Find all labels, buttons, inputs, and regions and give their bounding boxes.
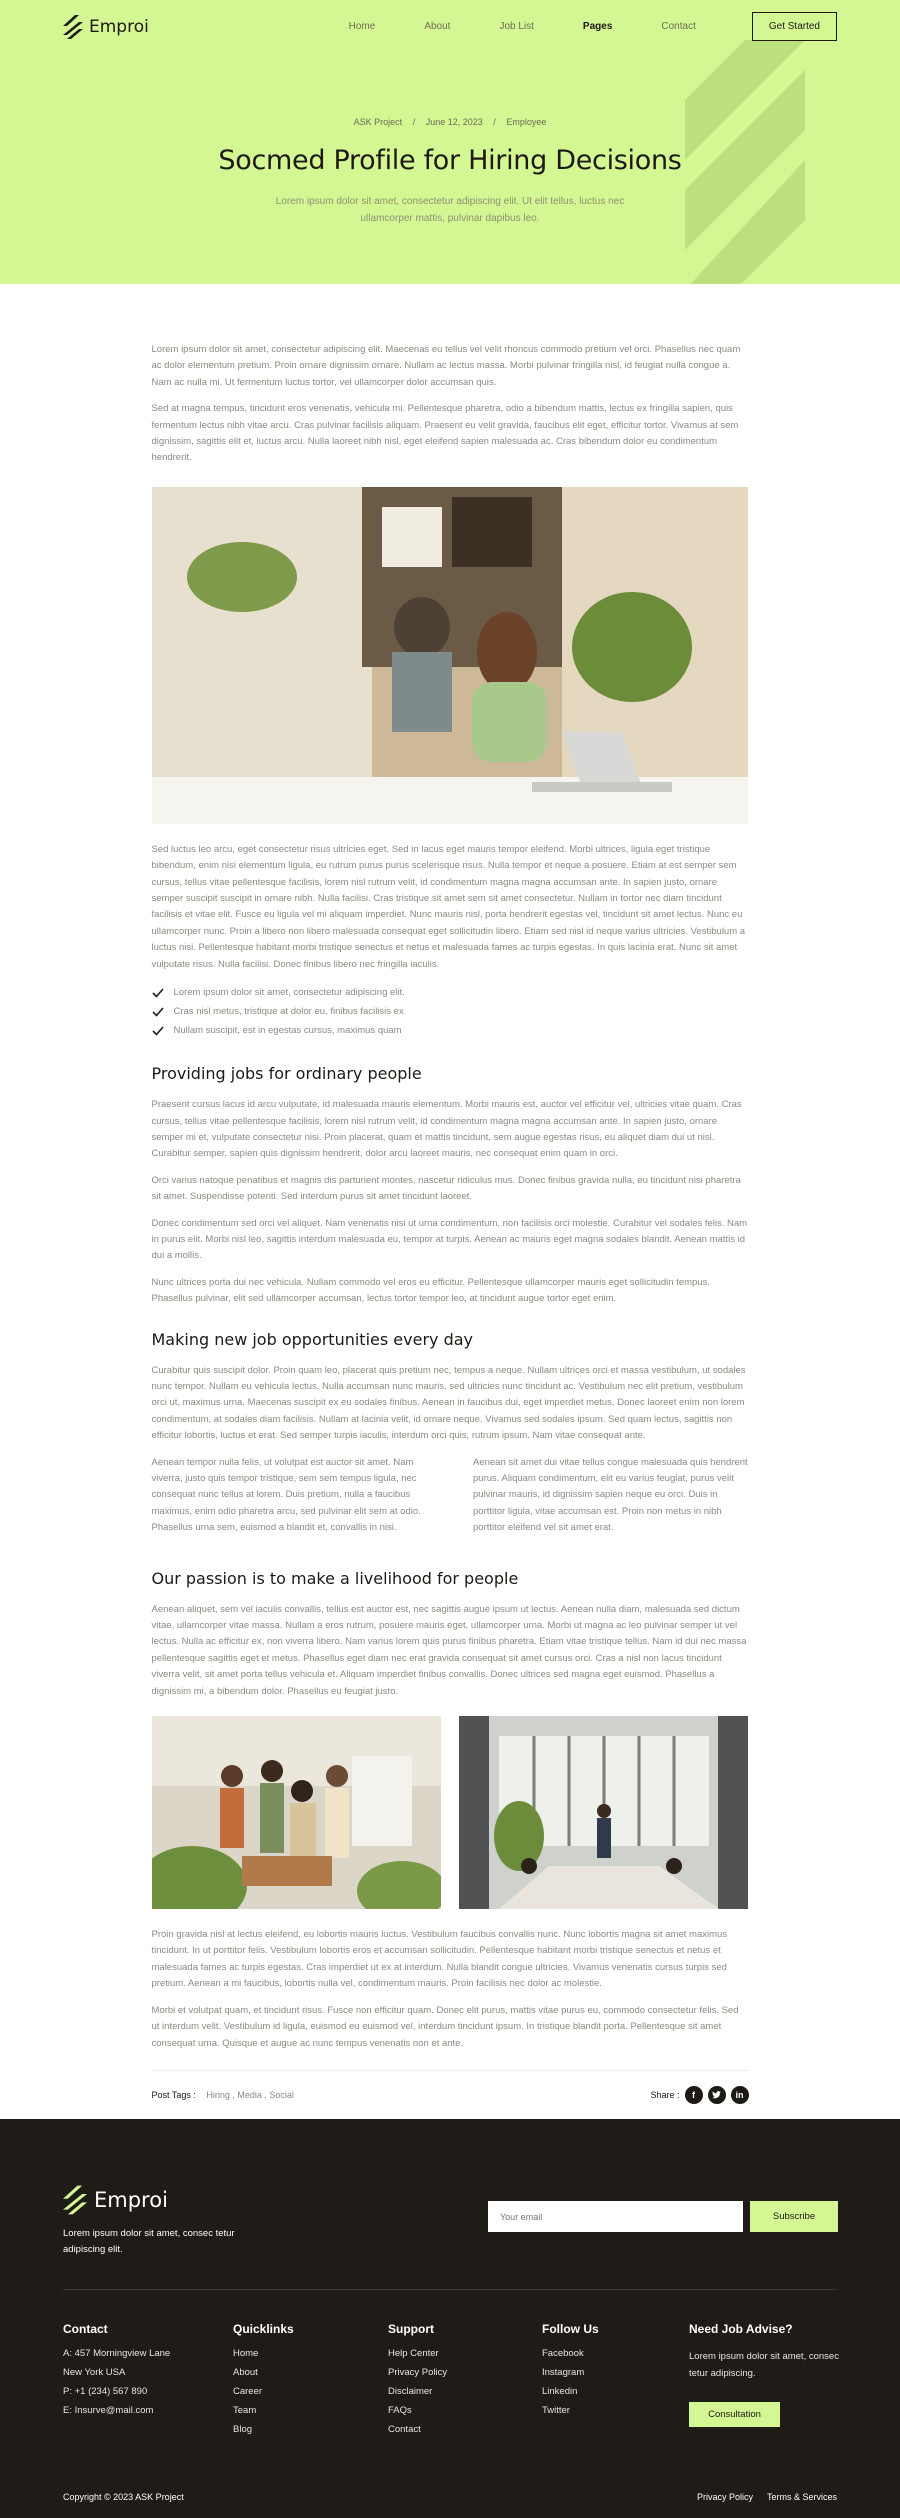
share-label: Share : — [650, 2089, 680, 2100]
paragraph: Nunc ultrices porta dui nec vehicula. Nullam commodo vel eros eu efficitur. Pellentesque ullamcorper mauris eget sollicitudin tempus. Phasellus pulvinar, elit sed ullamcorper accumsan, lectus tortor tempor leo, at tincidunt augue tortor eget enim. — [151, 1276, 710, 1305]
list-item-text: Lorem ipsum dolor sit amet, consectetur adipiscing elit. — [173, 987, 405, 999]
list-item — [152, 983, 749, 1002]
paragraph: Proin gravida nisl at lectus eleifend, eu lobortis mauris luctus. Vestibulum faucibus convallis nunc. Nunc lobortis magna sit amet maximus tincidunt. In ut porttitor felis. Vestibulum lobortis eros et accumsan sollicitudin. Pellentesque habitant morbi tristique senectus et netus et malesuada fames ac turpis egestas. Cras imperdiet ut ex at interdum. Nulla blandit congue ultricies. Vivamus venenatis cursus turpis sed pretium. Aenean a mi faucibus, lobortis nulla vel, condimentum mauris. Proin facilisis nec dolor ac molestie. — [151, 1929, 728, 1990]
paragraph: Sed luctus leo arcu, eget consectetur risus ultricies eget. Sed in lacus eget mauris tempor eleifend. Morbi ultrices, ligula eget tristique bibendum, enim nisi elementum ligula, eu rutrum purus purus scelerisque risus. Nulla tempor et neque a posuere. Etiam at est semper sem cursus, tellus vitae pellentesque facilisis, lorem nisl rutrum velit, id condimentum magna magna accumsan ante. In sapien justo, ornare semper suscipit suscipit in ornare nibh. Nulla facilisi. Cras tristique sit amet sem sit amet consectetur. Nullam in tortor nec diam tincidunt facilisis et vitae elit. Fusce eu ligula vel mi aliquam imperdiet. Nunc mauris nisl, porta hendrerit egestas vel, tincidunt sit amet lectus. Nunc eu ullamcorper nunc. Proin a libero non libero malesuada consequat eget sollicitudin libero. Etiam sed nisl id neque varius ultricies. Vestibulum a luctus nisi. Pellentesque habitant morbi tristique senectus et netus et malesuada fames ac turpis egestas. In quis lacinia erat. Nunc sit amet vulputate risus. Nulla facilisi. Donec finibus libero nec fringilla iaculis. — [151, 843, 746, 970]
post-tags-label: Post Tags : — [151, 2089, 196, 2100]
site-header — [0, 0, 900, 53]
photo-illustration — [152, 487, 748, 824]
list-item — [152, 1002, 749, 1021]
footer-link-disclaimer[interactable]: Disclaimer — [388, 2386, 433, 2397]
paragraph: Lorem ipsum dolor sit amet, consectetur adipiscing elit. Maecenas eu tellus vel velit rhoncus commodo pretium vel orci. Phasellus nec quam ac dolor elementum pretium. Proin ornare dignissim ornare. Nullam ac lectus massa. Morbi pulvinar fringilla nisl, id feugiat nulla congue a. Nam ac nulla mi. Ut fermentum luctus tortor, vel ullamcorper dolor accumsan quis. — [151, 344, 741, 388]
footer-heading: Quicklinks — [233, 2322, 294, 2336]
footer-logo[interactable] — [63, 2185, 168, 2215]
section-heading: Our passion is to make a livelihood for people — [151, 1568, 519, 1588]
paragraph: Curabitur quis suscipit dolor. Proin quam leo, placerat quis pretium nec, tempus a neque. Nullam ultrices orci et massa vestibulum, ut sodales nunc tempor. Nullam eu vehicula lectus. Nulla accumsan nunc mauris, sed ultricies nunc tincidunt ac. Vestibulum nec elit pretium, vestibulum orci ut, maximus urna. Maecenas suscipit ex eu sodales finibus. Aenean in faucibus dui, eget imperdiet metus. Donec laoreet enim non lorem condimentum, at sodales diam facilisis. Nullam at lacinia velit, id ornare neque. Vivamus sed sodales ipsum. Sed quam lectus, sagittis non efficitur lobortis, luctus et erat. Sed semper turpis iaculis, interdum orci quis, rutrum ipsum. Nam vitae consequat ante. — [151, 1364, 746, 1442]
nav-about[interactable]: About — [424, 21, 451, 32]
article-body — [152, 284, 749, 2104]
site-footer — [0, 2119, 900, 2518]
get-started-button[interactable]: Get Started — [752, 12, 837, 41]
nav-job-list[interactable]: Job List — [499, 21, 534, 32]
footer-heading: Follow Us — [542, 2322, 599, 2336]
footer-link-faqs[interactable]: FAQs — [388, 2405, 412, 2416]
page-title: Socmed Profile for Hiring Decisions — [218, 145, 682, 176]
post-meta: ASK Project / June 12, 2023 / Employee — [353, 117, 547, 127]
footer-link-blog[interactable]: Blog — [233, 2424, 253, 2435]
footer-heading: Support — [388, 2322, 434, 2336]
photo-illustration — [152, 1716, 441, 1909]
check-icon — [152, 1025, 164, 1037]
section-heading: Making new job opportunities every day — [151, 1329, 474, 1349]
footer-logo-text: Emproi — [94, 2188, 168, 2212]
footer-quicklinks — [233, 2322, 294, 2443]
paragraph-right: Aenean sit amet dui vitae tellus congue malesuada quis hendrerit purus. Aliquam condimentum, elit eu varius feugiat, purus velit pulvinar mauris, id dignissim sapien neque eu orci. Duis in porttitor ligula, vitae accumsan est. Proin non metus in nibh porttitor eleifend vel sit amet erat. — [473, 1456, 748, 1534]
logo-icon — [63, 15, 83, 39]
legal-terms-link[interactable]: Terms & Services — [766, 2492, 837, 2502]
footer-link-career[interactable]: Career — [233, 2386, 263, 2397]
footer-advice — [689, 2322, 839, 2427]
footer-link-home[interactable]: Home — [233, 2348, 259, 2359]
twitter-icon[interactable] — [708, 2086, 726, 2104]
main-nav — [300, 21, 696, 32]
photo-team-celebrating — [152, 1716, 441, 1909]
contact-phone[interactable]: P: +1 (234) 567 890 — [63, 2386, 148, 2397]
footer-link-twitter[interactable]: Twitter — [542, 2405, 570, 2416]
footer-link-instagram[interactable]: Instagram — [542, 2367, 585, 2378]
paragraph: Sed at magna tempus, tincidunt eros venenatis, vehicula mi. Pellentesque pharetra, odio a bibendum mattis, lectus ex fringilla sapien, quis fermentum lectus nibh vitae arcu. Cras pulvinar facilisis aliquam. Praesent eu velit gravida, faucibus elit eget, efficitur tortor. Vivamus at sem dignissim, sagittis elit et, luctus arcu. Nulla laoreet nibh nisl, eget eleifend sapien malesuada ac. Cras bibendum dolor eu condimentum hendrerit. — [151, 403, 739, 464]
footer-contact — [63, 2322, 170, 2424]
checklist — [152, 983, 749, 1040]
post-category[interactable]: ASK Project — [353, 117, 403, 127]
footer-heading: Contact — [63, 2322, 108, 2336]
advice-text: Lorem ipsum dolor sit amet, consec tetur adipiscing. — [689, 2351, 839, 2379]
footer-link-facebook[interactable]: Facebook — [542, 2348, 584, 2359]
legal-privacy-link[interactable]: Privacy Policy — [696, 2492, 753, 2502]
linkedin-icon[interactable]: in — [731, 2086, 749, 2104]
footer-follow — [542, 2322, 599, 2424]
post-date: June 12, 2023 — [425, 117, 483, 127]
legal-links — [697, 2492, 837, 2502]
paragraph-left: Aenean tempor nulla felis, ut volutpat est auctor sit amet. Nam viverra, justo quis tempor tristique, sem sem tempus ligula, nec consequat nunc tellus at lorem. Duis pretium, nulla a faucibus maximus, enim odio pharetra arcu, sed pulvinar elit sem at odio. Phasellus urna sem, euismod a blandit et, convallis in nisi. — [151, 1456, 421, 1534]
consultation-button[interactable]: Consultation — [689, 2402, 780, 2427]
list-item-text: Nullam suscipit, est in egestas cursus, maximus quam — [173, 1025, 402, 1037]
page-subtitle: Lorem ipsum dolor sit amet, consectetur adipiscing elit. Ut elit tellus, luctus nec ullamcorper mattis, pulvinar dapibus leo. — [275, 196, 625, 224]
footer-heading: Need Job Advise? — [689, 2322, 793, 2336]
paragraph: Donec condimentum sed orci vel aliquet. Nam venenatis nisi ut urna condimentum, non facilisis orci molestie. Curabitur vel sodales felis. Nam in purus elit. Morbi nisl leo, sagittis interdum malesuada eu, tempor at turpis. Aenean ac mauris eget magna sodales blandit. Aenean mattis id dui a mollis. — [151, 1217, 748, 1262]
list-item-text: Cras nisl metus, tristique at dolor eu, finibus facilisis ex — [173, 1006, 404, 1018]
photo-meeting-room — [459, 1716, 748, 1909]
post-tags — [152, 2090, 294, 2100]
post-footer-bar — [152, 2070, 749, 2104]
check-icon — [152, 987, 164, 999]
footer-link-linkedin[interactable]: Linkedin — [542, 2386, 578, 2397]
paragraph: Morbi et volutpat quam, et tincidunt risus. Fusce non efficitur quam. Donec elit purus, mattis vitae purus eu, commodo consectetur felis. Sed ut interdum velit. Vestibulum id ligula, euismod eu euismod vel, interdum tincidunt ipsum. In tristique blandit porta. Pellentesque sit amet consequat urna. Quisque et augue ac nunc tempus venenatis non et ante. — [151, 2004, 739, 2049]
post-tags-list[interactable]: Hiring , Media , Social — [206, 2089, 294, 2100]
paragraph: Orci varius natoque penatibus et magnis dis parturient montes, nascetur ridiculus mus. Donec finibus gravida nulla, eu tincidunt nisi pharetra sit amet. Suspendisse potenti. Sed interdum purus sit amet tincidunt laoreet. — [151, 1174, 741, 1203]
divider — [63, 2289, 837, 2290]
footer-link-team[interactable]: Team — [233, 2405, 257, 2416]
paragraph: Aenean aliquet, sem vel iaculis convallis, tellus est auctor est, nec sagittis augue ipsum ut lectus. Aenean nulla diam, malesuada sed dictum vitae, ullamcorper vitae massa. Nullam a eros rutrum, posuere mauris eget, ullamcorper urna. Morbi ut magna ac leo pulvinar semper ut vel lectus. Nulla ac efficitur ex, non viverra libero. Nam varius lorem quis purus finibus pharetra. Etiam vitae tristique tellus. Nam id dui nec massa pellentesque sagittis eget et metus. Phasellus eget diam nec erat gravida consequat sit amet cursus orci. Cras a nisl non lacus tincidunt viverra velit, sit amet porta tellus vehicula et. Aliquam imperdiet finibus convallis. Donec ultrices sed magna eget euismod. Phasellus a dignissim mi, a bibendum dolor. Phasellus eu feugiat justo. — [151, 1603, 747, 1697]
logo-icon — [63, 2185, 87, 2215]
paragraph: Praesent cursus lacus id arcu vulputate, id malesuada mauris elementum. Morbi mauris est, auctor vel efficitur vel, ultricies vitae quam. Cras cursus, tellus vitae pellentesque facilisis, lorem nisl rutrum velit, id condimentum magna magna accumsan ante. In sapien justo, ornare semper mi et, vulputate consectetur nisi. Proin placerat, quam et mattis tincidunt, sem augue egestas risus, eu aliquet diam dui ut nisl. Curabitur semper, sapien quis dignissim hendrerit, dolor arcu laoreet mauris, nec consequat enim quam in orci. — [151, 1099, 742, 1160]
footer-link-about[interactable]: About — [233, 2367, 258, 2378]
copyright: Copyright © 2023 ASK Project — [63, 2492, 184, 2502]
logo-text: Emproi — [89, 16, 149, 37]
subscribe-button[interactable]: Subscribe — [750, 2201, 838, 2232]
section-heading: Providing jobs for ordinary people — [151, 1064, 422, 1084]
facebook-icon[interactable]: f — [685, 2086, 703, 2104]
logo[interactable] — [63, 15, 149, 39]
two-column-text — [152, 1455, 749, 1547]
photo-illustration — [459, 1716, 748, 1909]
post-tag[interactable]: Employee — [506, 117, 547, 127]
image-pair — [152, 1716, 749, 1909]
footer-link-contact[interactable]: Contact — [388, 2424, 421, 2435]
list-item — [152, 1021, 749, 1040]
footer-link-help[interactable]: Help Center — [388, 2348, 439, 2359]
footer-tagline: Lorem ipsum dolor sit amet, consec tetur adipiscing elit. — [63, 2228, 235, 2255]
check-icon — [152, 1006, 164, 1018]
newsletter-email-input[interactable] — [488, 2201, 743, 2232]
hero-photo-woman-laptop — [152, 487, 748, 824]
contact-city: New York USA — [63, 2367, 126, 2378]
contact-email[interactable]: E: Insurve@mail.com — [63, 2405, 154, 2416]
nav-pages[interactable]: Pages — [582, 21, 613, 32]
nav-home[interactable]: Home — [348, 21, 376, 32]
footer-support — [388, 2322, 447, 2443]
nav-contact[interactable]: Contact — [661, 21, 696, 32]
contact-address: A: 457 Morningview Lane — [63, 2348, 171, 2359]
footer-link-privacy[interactable]: Privacy Policy — [388, 2367, 448, 2378]
share-bar — [650, 2086, 748, 2104]
